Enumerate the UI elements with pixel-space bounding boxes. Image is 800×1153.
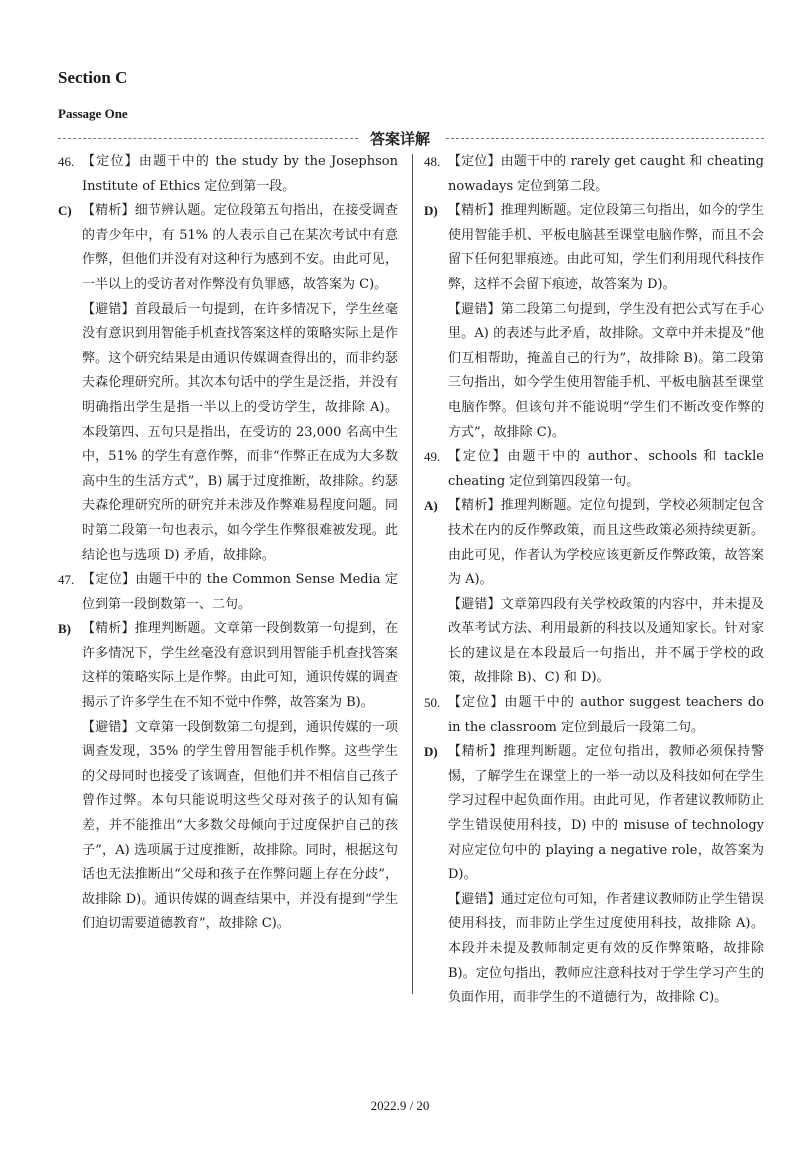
question-47-answer bbox=[58, 617, 398, 937]
page-footer: 2022.9 / 20 bbox=[370, 1098, 430, 1113]
error-avoid-text: 【避错】通过定位句可知，作者建议教师防止学生错误使用科技，而非防止学生过度使用科技，故排除 A)。本段并未提及教师制定更有效的反作弊策略，故排除 B)。定位句指出，教师应注意科技对于学生学习产生的负面作用，而非学生的不道德行为，故排除 C)。 bbox=[448, 891, 764, 1006]
left-column bbox=[58, 150, 398, 937]
answer-letter: C) bbox=[58, 203, 72, 219]
locate-text: 【定位】由题干中的 the study by the Josephson Institute of Ethics 定位到第一段。 bbox=[82, 154, 398, 194]
locate-text: 【定位】由题干中的 rarely get caught 和 cheating nowadays 定位到第二段。 bbox=[448, 154, 764, 194]
question-49-locate bbox=[424, 445, 764, 494]
locate-text: 【定位】由题干中的 author suggest teachers do in the classroom 定位到最后一段第二句。 bbox=[448, 695, 764, 735]
error-avoid-text: 【避错】第二段第二句提到，学生没有把公式写在手心里。A) 的表述与此矛盾，故排除。文章中并未提及“他们互相帮助，掩盖自己的行为”，故排除 B)。第二段第三句指出，如今学生使用智能手机、平板电脑甚至课堂电脑作弊。但该句并不能说明“学生们不断改变作弊的方式”，故排除 C)。 bbox=[448, 301, 764, 440]
question-49-answer bbox=[424, 494, 764, 691]
question-number: 46. bbox=[58, 154, 75, 169]
answer-header-divider bbox=[58, 128, 764, 148]
answer-header-label: 答案详解 bbox=[370, 130, 431, 148]
question-number: 50. bbox=[424, 695, 441, 711]
locate-text: 【定位】由题干中的 author、schools 和 tackle cheating 定位到第四段第一句。 bbox=[448, 449, 764, 489]
divider-line-right bbox=[446, 138, 764, 139]
analysis-text: 【精析】推理判断题。定位句提到，学校必须制定包含技术在内的反作弊政策，而且这些政策必须持续更新。由此可见，作者认为学校应该更新反作弊政策，故答案为 A)。 bbox=[448, 498, 764, 588]
divider-line-left bbox=[58, 138, 358, 139]
question-46-answer bbox=[58, 199, 398, 568]
error-avoid-text: 【避错】文章第四段有关学校政策的内容中，并未提及改革考试方法、利用最新的科技以及通知家长。针对家长的建议是在本段最后一句指出，并不属于学校的政策，故排除 B)、C) 和 D)。 bbox=[448, 596, 764, 686]
error-avoid-text: 【避错】文章第一段倒数第二句提到，通识传媒的一项调查发现，35% 的学生曾用智能手机作弊。这些学生的父母同时也接受了该调查，但他们并不相信自己孩子曾作过弊。本句只能说明这些父母对孩子的认知有偏差，并不能推出“大多数父母倾向于过度保护自己的孩子”，A) 选项属于过度推断，故排除。同时，根据这句话也无法推断出“父母和孩子在作弊问题上存在分歧”，故排除 D)。通识传媒的调查结果中，并没有提到“学生们迫切需要道德教育”，故排除 C)。 bbox=[82, 719, 398, 932]
question-50-locate bbox=[424, 691, 764, 740]
locate-text: 【定位】由题干中的 the Common Sense Media 定位到第一段倒数第一、二句。 bbox=[82, 572, 398, 612]
question-48-answer bbox=[424, 199, 764, 445]
answer-letter: A) bbox=[424, 498, 438, 514]
error-avoid-text: 【避错】首段最后一句提到，在许多情况下，学生丝毫没有意识到用智能手机查找答案这样的策略实际上是作弊。这个研究结果是由通识传媒调查得出的，而非约瑟夫森伦理研究所。其次本句话中的学生是泛指，并没有明确指出学生是指一半以上的受访学生，故排除 A)。本段第四、五句只是指出，在受访的 23,000 名高中生中，51% 的学生有意作弊，而非“作弊正在成为大多数高中生的生活方式”，B) 属于过度推断，故排除。约瑟夫森伦理研究所的研究并未涉及作弊难易程度问题。同时第二段第一句也表示，如今学生作弊很难被发现。此结论也与选项 D) 矛盾，故排除。 bbox=[82, 301, 398, 563]
analysis-text: 【精析】推理判断题。定位句指出，教师必须保持警惕，了解学生在课堂上的一举一动以及科技如何在学生学习过程中起负面作用。由此可见，作者建议教师防止学生错误使用科技，D) 中的 misuse of technology 对应定位句中的 playing a negative role，故答案为 D)。 bbox=[448, 744, 764, 883]
column-divider bbox=[412, 154, 413, 994]
right-column bbox=[424, 150, 764, 1011]
question-46-locate bbox=[58, 150, 398, 199]
analysis-text: 【精析】推理判断题。文章第一段倒数第一句提到，在许多情况下，学生丝毫没有意识到用智能手机查找答案这样的策略实际上是作弊。由此可知，通识传媒的调查揭示了许多学生在不知不觉中作弊，故答案为 B)。 bbox=[82, 621, 398, 711]
analysis-text: 【精析】推理判断题。定位段第三句指出，如今的学生使用智能手机、平板电脑甚至课堂电脑作弊，而且不会留下任何犯罪痕迹。由此可知，学生们利用现代科技作弊，这样不会留下痕迹，故答案为 D)。 bbox=[448, 203, 764, 292]
section-title: Section C bbox=[58, 68, 128, 87]
question-number: 48. bbox=[424, 154, 441, 169]
question-47-locate bbox=[58, 568, 398, 617]
question-50-answer bbox=[424, 740, 764, 1011]
analysis-text: 【精析】细节辨认题。定位段第五句指出，在接受调查的青少年中，有 51% 的人表示自己在某次考试中有意作弊，但他们并没有对这种行为感到不安。由此可见，一半以上的受访者对作弊没有负罪感，故答案为 C)。 bbox=[82, 203, 398, 292]
answer-letter: D) bbox=[424, 744, 438, 760]
passage-title: Passage One bbox=[58, 106, 128, 121]
question-number: 49. bbox=[424, 449, 441, 465]
answer-letter: B) bbox=[58, 621, 71, 637]
question-number: 47. bbox=[58, 572, 75, 588]
question-48-locate bbox=[424, 150, 764, 199]
answer-letter: D) bbox=[424, 203, 438, 219]
